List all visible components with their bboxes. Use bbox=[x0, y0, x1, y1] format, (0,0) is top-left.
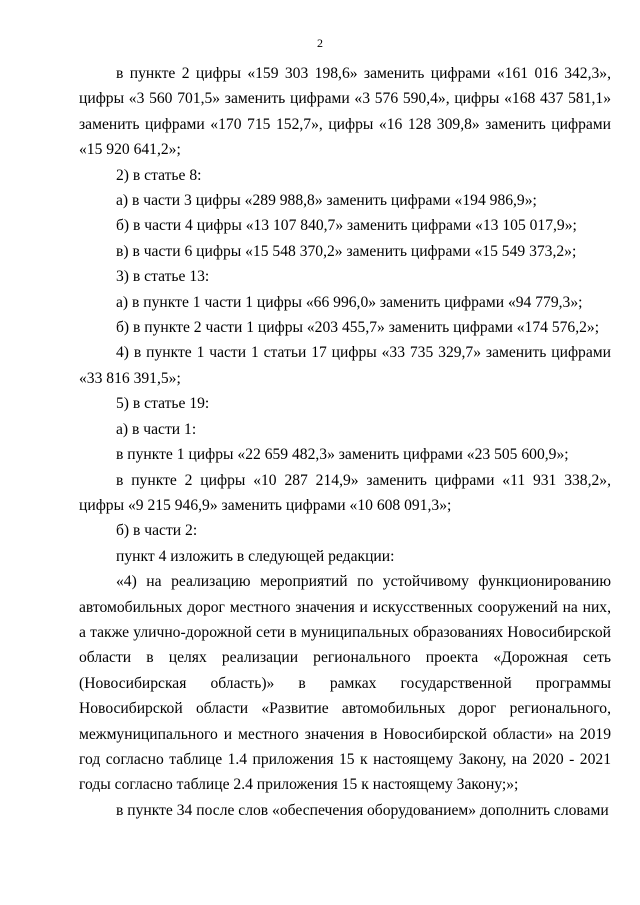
document-body bbox=[79, 61, 611, 823]
paragraph-article-8-part-4: б) в части 4 цифры «13 107 840,7» заменить цифрами «13 105 017,9»; bbox=[116, 217, 577, 235]
paragraph-article-8-part-3: а) в части 3 цифры «289 988,8» заменить цифрами «194 986,9»; bbox=[116, 192, 537, 210]
paragraph-article-13: 3) в статье 13: bbox=[116, 268, 210, 286]
paragraph-article-19-part-1: а) в части 1: bbox=[116, 420, 197, 438]
paragraph-article-17: 4) в пункте 1 части 1 статьи 17 цифры «33 735 329,7» заменить цифрами «33 816 391,5»; bbox=[79, 344, 611, 387]
paragraph-article-19-part-1-item-2: в пункте 2 цифры «10 287 214,9» заменить цифрами «11 931 338,2», цифры «9 215 946,9» заменить цифрами «10 608 091,3»; bbox=[79, 471, 611, 514]
paragraph-article-19-part-1-item-1: в пункте 1 цифры «22 659 482,3» заменить цифрами «23 505 600,9»; bbox=[116, 446, 569, 464]
paragraph-article-19-part-2: б) в части 2: bbox=[116, 522, 198, 540]
paragraph-article-13-item-2: б) в пункте 2 части 1 цифры «203 455,7» заменить цифрами «174 576,2»; bbox=[116, 319, 600, 337]
paragraph-article-8-part-6: в) в части 6 цифры «15 548 370,2» заменить цифрами «15 549 373,2»; bbox=[116, 242, 577, 260]
paragraph-article-19: 5) в статье 19: bbox=[116, 395, 210, 413]
paragraph-article-13-item-1: а) в пункте 1 части 1 цифры «66 996,0» заменить цифрами «94 779,3»; bbox=[116, 293, 583, 311]
paragraph-item-4-text: «4) на реализацию мероприятий по устойчивому функционированию автомобильных дорог местного значения и искусственных сооружений на них, а также улично-дорожной сети в муниципальных образованиях Новосибирской области в целях реализации регионального проекта «Дорожная сеть (Новосибирская область)» в рамках государственной программы Новосибирской области «Развитие автомобильных дорог регионального, межмуниципального и местного значения в Новосибирской области» на 2019 год согласно таблице 1.4 приложения 15 к настоящему Закону, на 2020 - 2021 годы согласно таблице 2.4 приложения 15 к настоящему Закону;»; bbox=[79, 573, 611, 794]
page-number: 2 bbox=[317, 36, 323, 50]
paragraph-item-2-amounts: в пункте 2 цифры «159 303 198,6» заменить цифрами «161 016 342,3», цифры «3 560 701,5» заменить цифрами «3 576 590,4», цифры «168 437 581,1» заменить цифрами «170 715 152,7», цифры «16 128 309,8» заменить цифрами «15 920 641,2»; bbox=[79, 65, 611, 159]
paragraph-item-4-intro: пункт 4 изложить в следующей редакции: bbox=[116, 547, 395, 565]
paragraph-item-34: в пункте 34 после слов «обеспечения оборудованием» дополнить словами bbox=[116, 801, 609, 819]
paragraph-article-8: 2) в статье 8: bbox=[116, 166, 202, 184]
